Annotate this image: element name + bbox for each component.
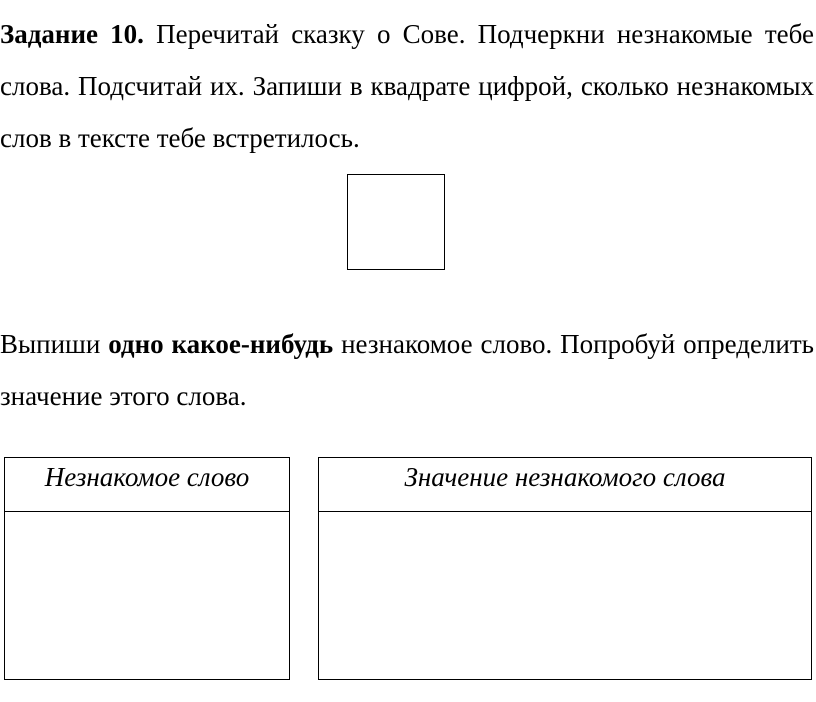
word-meaning-table bbox=[318, 457, 812, 680]
unknown-word-header: Незнакомое слово bbox=[5, 458, 289, 512]
unknown-word-cell[interactable] bbox=[5, 512, 289, 679]
instruction-bold: одно какое-нибудь bbox=[108, 329, 334, 359]
word-meaning-header: Значение незнакомого слова bbox=[319, 458, 811, 512]
instruction-part1: Выпиши bbox=[0, 329, 101, 359]
instruction-text bbox=[0, 318, 814, 422]
instruction-part2: незнакомое слово. Попробуй определить значение этого слова. bbox=[0, 329, 814, 411]
word-meaning-cell[interactable] bbox=[319, 512, 811, 679]
answer-count-box[interactable] bbox=[347, 174, 445, 270]
task-title: Задание 10. bbox=[0, 19, 144, 49]
task-body: Перечитай сказку о Сове. Подчеркни незнакомые тебе слова. Подсчитай их. Запиши в квадрате цифрой, сколько незнакомых слов в тексте тебе встретилось. bbox=[0, 19, 814, 153]
unknown-word-table bbox=[4, 457, 290, 680]
task-text bbox=[0, 8, 814, 164]
